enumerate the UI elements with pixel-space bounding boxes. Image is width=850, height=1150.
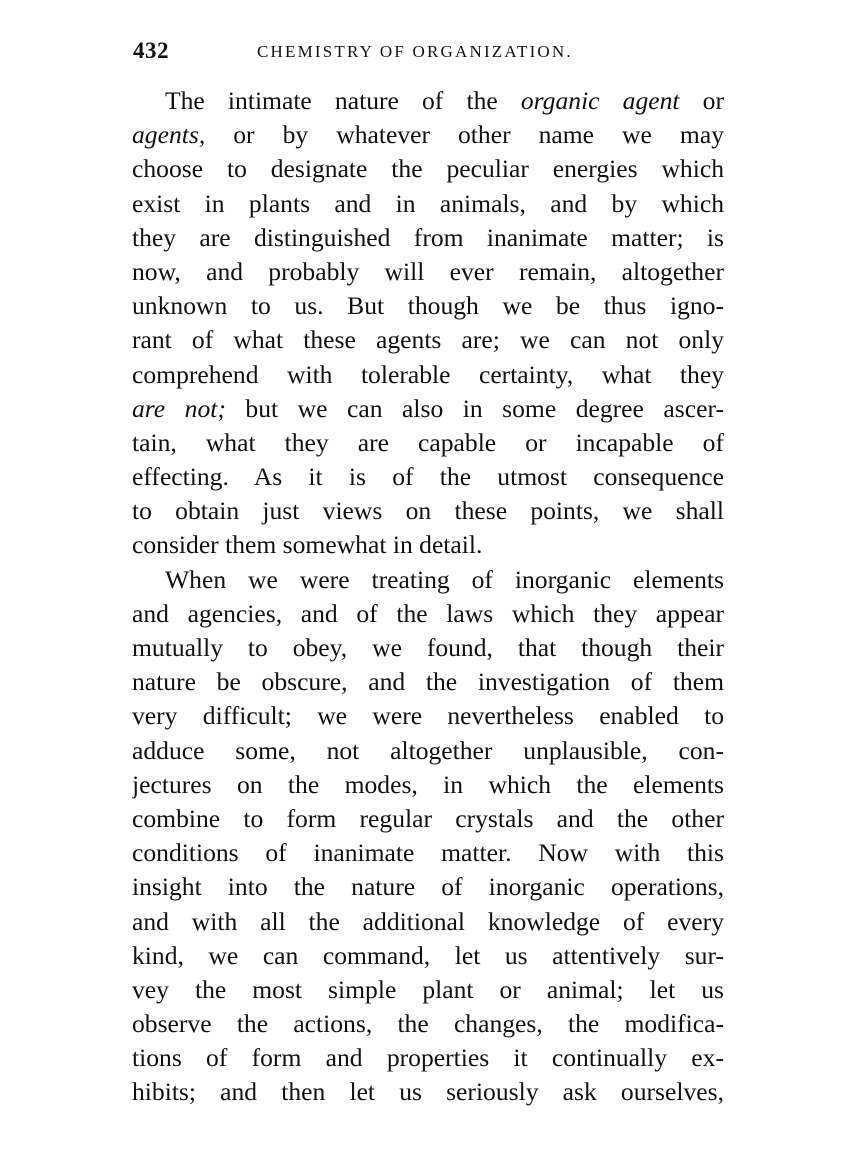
text-segment: to obtain just views on these points, we shall xyxy=(132,496,724,526)
text-segment: When we were treating of inorganic elements xyxy=(165,564,724,594)
text-line xyxy=(132,187,724,221)
text-segment: nature be obscure, and the investigation of them xyxy=(132,667,724,697)
text-segment: observe the actions, the changes, the modifica- xyxy=(132,1009,724,1039)
text-segment: consider them somewhat in detail. xyxy=(132,530,483,560)
text-line xyxy=(132,1007,724,1041)
text-line xyxy=(132,494,724,528)
text-line xyxy=(132,152,724,186)
italic-text: agents, xyxy=(132,120,206,150)
text-segment: comprehend with tolerable certainty, what they xyxy=(132,359,724,389)
body-text xyxy=(132,84,724,1110)
text-segment: tions of form and properties it continually ex- xyxy=(132,1043,724,1073)
text-line xyxy=(132,973,724,1007)
text-segment: kind, we can command, let us attentively sur- xyxy=(132,940,724,970)
text-segment: effecting. As it is of the utmost consequence xyxy=(132,462,724,492)
text-line xyxy=(132,255,724,289)
text-segment: hibits; and then let us seriously ask ourselves, xyxy=(132,1077,724,1107)
text-line xyxy=(132,939,724,973)
text-segment: adduce some, not altogether unplausible, con- xyxy=(132,735,724,765)
italic-text: are not; xyxy=(132,393,226,423)
text-line xyxy=(132,768,724,802)
text-segment: or xyxy=(679,86,724,115)
text-segment: choose to designate the peculiar energies which xyxy=(132,154,724,184)
text-line xyxy=(132,870,724,904)
text-line xyxy=(132,563,724,597)
page-header xyxy=(133,38,723,70)
text-line xyxy=(132,836,724,870)
text-segment: very difficult; we were nevertheless enabled to xyxy=(132,701,724,731)
text-line xyxy=(132,84,724,118)
text-segment: now, and probably will ever remain, altogether xyxy=(132,256,724,286)
text-line xyxy=(132,358,724,392)
page-number: 432 xyxy=(133,38,169,63)
text-segment: unknown to us. But though we be thus igno- xyxy=(132,291,724,321)
text-segment: jectures on the modes, in which the elements xyxy=(132,769,724,799)
text-segment: tain, what they are capable or incapable of xyxy=(132,427,724,457)
text-segment: but we can also in some degree ascer- xyxy=(225,393,724,423)
text-line xyxy=(132,734,724,768)
text-line xyxy=(132,1075,724,1109)
text-segment: or by whatever other name we may xyxy=(205,120,724,150)
text-segment: exist in plants and in animals, and by which xyxy=(132,188,724,218)
paragraph-2 xyxy=(132,563,724,1110)
text-line xyxy=(132,597,724,631)
paragraph-1 xyxy=(132,84,724,563)
text-segment: rant of what these agents are; we can not only xyxy=(132,325,724,355)
text-line xyxy=(132,905,724,939)
text-segment: and with all the additional knowledge of every xyxy=(132,906,724,936)
text-segment: insight into the nature of inorganic operations, xyxy=(132,872,724,902)
text-line xyxy=(132,460,724,494)
text-segment: combine to form regular crystals and the other xyxy=(132,803,724,833)
text-line xyxy=(132,802,724,836)
text-line xyxy=(132,392,724,426)
text-segment: mutually to obey, we found, that though their xyxy=(132,633,724,662)
italic-text: organic agent xyxy=(520,86,680,115)
text-segment: The intimate nature of the xyxy=(165,86,521,115)
text-line xyxy=(132,323,724,357)
text-line xyxy=(132,426,724,460)
text-line xyxy=(132,289,724,323)
text-line xyxy=(132,1041,724,1075)
text-line xyxy=(132,699,724,733)
text-line xyxy=(132,528,724,562)
text-line xyxy=(132,631,724,665)
text-line xyxy=(132,665,724,699)
running-title: CHEMISTRY OF ORGANIZATION. xyxy=(257,42,573,61)
text-line xyxy=(132,221,724,255)
text-line xyxy=(132,118,724,152)
text-segment: and agencies, and of the laws which they appear xyxy=(132,598,724,628)
text-segment: vey the most simple plant or animal; let us xyxy=(132,974,724,1004)
text-segment: conditions of inanimate matter. Now with this xyxy=(132,838,724,868)
text-segment: they are distinguished from inanimate matter; is xyxy=(132,222,724,252)
